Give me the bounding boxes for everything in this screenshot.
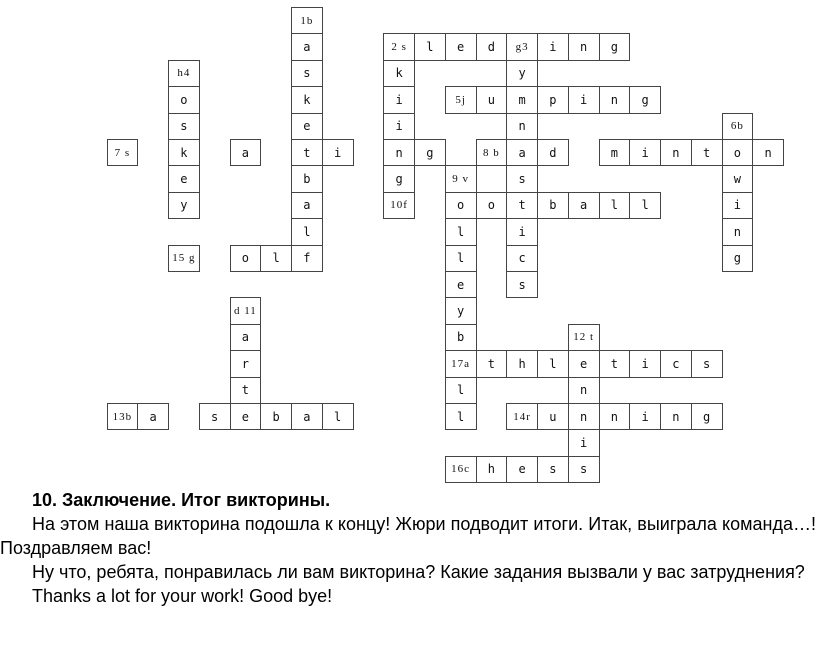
crossword-numbered-cell [722,113,754,140]
cell-letter: a [241,330,249,345]
cell-letter: s [180,119,188,134]
cell-letter: a [518,145,526,160]
cell-letter: t [303,145,311,160]
crossword-cell [445,33,477,60]
cell-letter: i [549,40,557,55]
clue-number: 13b [112,410,133,423]
paragraph-question [0,560,816,584]
crossword-numbered-cell [291,7,323,34]
cell-letter: a [303,409,311,424]
crossword-numbered-cell [506,403,538,430]
cell-letter: a [303,40,311,55]
clue-number: 7 s [114,146,131,159]
crossword-cell [291,60,323,87]
crossword-cell [537,350,569,377]
crossword-cell [383,165,415,192]
crossword-cell [476,33,508,60]
cell-letter: h [518,356,526,371]
clue-number: 8 b [483,146,500,159]
crossword-numbered-cell [445,350,477,377]
cell-letter: b [457,330,465,345]
clue-number: 17a [451,357,471,370]
cell-letter: b [272,409,280,424]
crossword-cell [291,192,323,219]
crossword-cell [722,192,754,219]
cell-letter: b [549,198,557,213]
crossword-cell [230,245,262,272]
cell-letter: g [610,40,618,55]
crossword-cell [230,324,262,351]
crossword-cell [445,218,477,245]
paragraph-conclusion-text: На этом наша викторина подошла к концу! Жюри подводит итоги. Итак, выиграла команда…! Поздравляем вас! [0,514,816,558]
crossword-cell [568,403,600,430]
cell-letter: k [303,92,311,107]
clue-number: 6b [730,120,744,133]
cell-letter: l [457,383,465,398]
cell-letter: t [241,383,249,398]
crossword-cell [383,86,415,113]
crossword-cell [506,245,538,272]
crossword-cell [568,377,600,404]
crossword-cell [168,86,200,113]
cell-letter: i [641,409,649,424]
clue-number: 10f [390,199,408,212]
cell-letter: d [487,40,495,55]
cell-letter: y [180,198,188,213]
crossword-numbered-cell [476,139,508,166]
cell-letter: i [334,145,342,160]
cell-letter: s [703,356,711,371]
clue-number: 9 v [452,173,469,186]
cell-letter: n [580,40,588,55]
crossword-cell [291,113,323,140]
cell-letter: l [457,409,465,424]
crossword-cell [291,245,323,272]
crossword-cell [722,218,754,245]
cell-letter: c [518,251,526,266]
cell-letter: i [641,356,649,371]
cell-letter: o [457,198,465,213]
crossword-cell [291,165,323,192]
cell-letter: i [518,224,526,239]
crossword-cell [383,113,415,140]
crossword-cell [629,86,661,113]
crossword-cell [383,139,415,166]
paragraph-conclusion [0,512,816,560]
cell-letter: n [672,409,680,424]
cell-letter: n [395,145,403,160]
cell-letter: n [580,383,588,398]
cell-letter: b [303,172,311,187]
crossword-cell [537,33,569,60]
crossword-cell [291,403,323,430]
crossword-cell [660,350,692,377]
cell-letter: l [272,251,280,266]
crossword-cell [506,113,538,140]
crossword-cell [660,403,692,430]
cell-letter: r [241,356,249,371]
cell-letter: s [549,462,557,477]
crossword-cell [445,297,477,324]
crossword-cell [599,33,631,60]
crossword-numbered-cell [506,33,538,60]
crossword-cell [506,60,538,87]
crossword-cell [629,139,661,166]
cell-letter: l [426,40,434,55]
crossword-cell [537,403,569,430]
cell-letter: t [518,198,526,213]
cell-letter: e [303,119,311,134]
cell-letter: i [733,198,741,213]
cell-letter: e [580,356,588,371]
cell-letter: y [457,304,465,319]
cell-letter: e [241,409,249,424]
crossword-cell [291,33,323,60]
crossword-cell [476,456,508,483]
cell-letter: d [549,145,557,160]
crossword-cell [691,350,723,377]
cell-letter: n [610,409,618,424]
cell-letter: e [518,462,526,477]
crossword-cell [168,192,200,219]
crossword-cell [414,33,446,60]
clue-number: 2 s [391,41,407,54]
cell-letter: n [733,224,741,239]
crossword-numbered-cell [445,456,477,483]
cell-letter: l [610,198,618,213]
cell-letter: o [180,92,188,107]
crossword-cell [137,403,169,430]
cell-letter: l [457,251,465,266]
crossword-cell [568,456,600,483]
cell-letter: c [672,356,680,371]
crossword-cell [537,139,569,166]
crossword-cell [322,139,354,166]
conclusion-text [0,488,816,608]
cell-letter: o [487,198,495,213]
clue-number: 5j [455,93,466,106]
cell-letter: n [610,92,618,107]
cell-letter: i [580,436,588,451]
crossword-cell [599,350,631,377]
crossword-cell [506,218,538,245]
cell-letter: k [180,145,188,160]
cell-letter: p [549,92,557,107]
crossword-numbered-cell [445,165,477,192]
crossword-numbered-cell [445,86,477,113]
cell-letter: l [549,356,557,371]
crossword-cell [506,86,538,113]
cell-letter: w [733,172,741,187]
crossword-cell [476,86,508,113]
cell-letter: s [303,66,311,81]
cell-letter: t [487,356,495,371]
cell-letter: l [303,224,311,239]
crossword-numbered-cell [383,33,415,60]
cell-letter: u [549,409,557,424]
cell-letter: i [641,145,649,160]
crossword-cell [568,33,600,60]
crossword-cell [629,192,661,219]
cell-letter: n [518,119,526,134]
crossword-cell [506,456,538,483]
crossword-cell [660,139,692,166]
crossword-cell [414,139,446,166]
crossword-cell [230,403,262,430]
crossword-cell [506,192,538,219]
cell-letter: k [395,66,403,81]
crossword-cell [506,350,538,377]
crossword-cell [722,245,754,272]
cell-letter: y [518,66,526,81]
cell-letter: t [703,145,711,160]
cell-letter: s [580,462,588,477]
crossword-cell [537,192,569,219]
crossword-cell [568,429,600,456]
crossword-cell [168,139,200,166]
cell-letter: u [487,92,495,107]
crossword-cell [752,139,784,166]
crossword-numbered-cell [230,297,262,324]
crossword-cell [537,456,569,483]
crossword-cell [599,86,631,113]
cell-letter: g [426,145,434,160]
crossword-cell [568,350,600,377]
crossword-cell [260,403,292,430]
crossword-cell [445,192,477,219]
cell-letter: e [457,40,465,55]
clue-number: g3 [515,41,529,54]
clue-number: h4 [177,67,191,80]
crossword-numbered-cell [383,192,415,219]
cell-letter: n [672,145,680,160]
crossword-cell [445,377,477,404]
crossword-numbered-cell [168,245,200,272]
crossword-cell [691,139,723,166]
clue-number: 14r [513,410,531,423]
cell-letter: m [610,145,618,160]
crossword-cell [506,139,538,166]
clue-number: d 11 [233,305,257,318]
cell-letter: t [610,356,618,371]
crossword-cell [476,192,508,219]
cell-letter: o [241,251,249,266]
crossword-numbered-cell [107,403,139,430]
cell-letter: e [457,277,465,292]
cell-letter: f [303,251,311,266]
crossword-cell [445,245,477,272]
cell-letter: g [641,92,649,107]
cell-letter: e [180,172,188,187]
crossword-cell [629,350,661,377]
clue-number: 16c [451,463,471,476]
crossword-cell [722,165,754,192]
cell-letter: i [580,92,588,107]
cell-letter: s [211,409,219,424]
cell-letter: h [487,462,495,477]
cell-letter: n [580,409,588,424]
section-heading: 10. Заключение. Итог викторины. [32,490,331,510]
crossword-cell [722,139,754,166]
cell-letter: n [764,145,772,160]
crossword-cell [322,403,354,430]
crossword-cell [691,403,723,430]
crossword-numbered-cell [107,139,139,166]
crossword-cell [568,86,600,113]
cell-letter: l [334,409,342,424]
crossword-cell [291,139,323,166]
crossword-cell [568,192,600,219]
clue-number: 15 g [172,252,196,265]
crossword-cell [599,403,631,430]
paragraph-question-text: Ну что, ребята, понравилась ли вам викторина? Какие задания вызвали у вас затруднения? [32,562,805,582]
crossword-cell [230,377,262,404]
crossword-cell [506,271,538,298]
cell-letter: g [703,409,711,424]
crossword-cell [506,165,538,192]
crossword-cell [383,60,415,87]
crossword-cell [291,86,323,113]
crossword-cell [445,403,477,430]
clue-number: 12 t [573,331,595,344]
cell-letter: g [395,172,403,187]
crossword-cell [537,86,569,113]
cell-letter: i [395,119,403,134]
crossword-cell [599,192,631,219]
cell-letter: g [733,251,741,266]
crossword-numbered-cell [168,60,200,87]
crossword-cell [629,403,661,430]
cell-letter: s [518,277,526,292]
cell-letter: a [241,145,249,160]
crossword-cell [445,324,477,351]
cell-letter: a [149,409,157,424]
crossword-numbered-cell [568,324,600,351]
clue-number: 1b [300,14,314,27]
farewell-line: Thanks a lot for your work! Good bye! [32,586,333,606]
crossword-cell [260,245,292,272]
crossword-cell [168,113,200,140]
crossword-cell [599,139,631,166]
cell-letter: l [457,224,465,239]
cell-letter: l [641,198,649,213]
cell-letter: a [580,198,588,213]
crossword-cell [230,350,262,377]
cell-letter: a [303,198,311,213]
cell-letter: i [395,92,403,107]
crossword-cell [445,271,477,298]
cell-letter: m [518,92,526,107]
crossword-cell [291,218,323,245]
crossword-cell [168,165,200,192]
crossword-cell [199,403,231,430]
crossword-cell [476,350,508,377]
cell-letter: s [518,172,526,187]
crossword-cell [230,139,262,166]
cell-letter: o [733,145,741,160]
